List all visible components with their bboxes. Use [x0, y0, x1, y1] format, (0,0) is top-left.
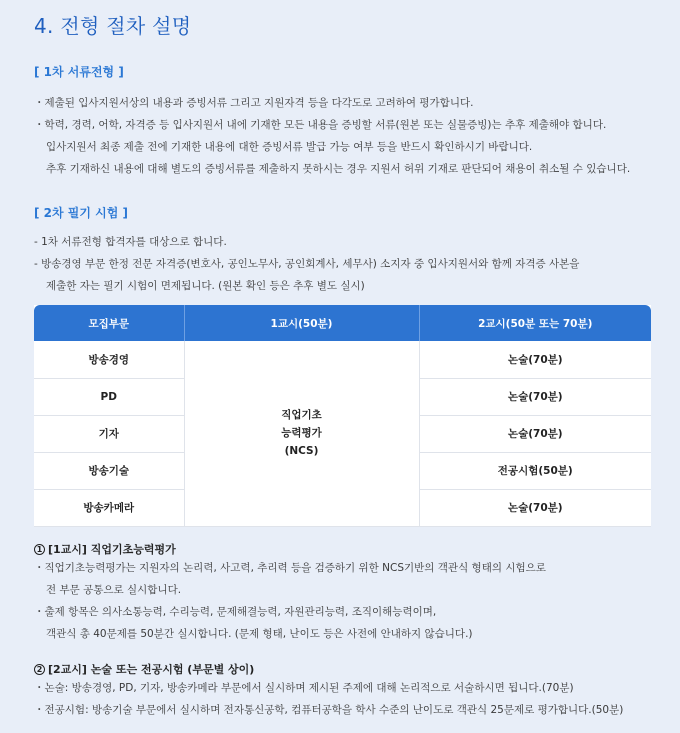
dept-cell: 기자: [34, 415, 184, 452]
section1-line: ・제출된 입사지원서상의 내용과 증빙서류 그리고 지원자격 등을 다각도로 고려하여 평가합니다.: [34, 97, 474, 109]
part2-body: [34, 677, 654, 721]
section2-heading: [ 2차 필기 시험 ]: [34, 206, 128, 220]
section1-heading: [ 1차 서류전형 ]: [34, 65, 124, 79]
section2-line: - 1차 서류전형 합격자를 대상으로 합니다.: [34, 236, 227, 248]
header-dept: 모집부문: [34, 305, 184, 341]
part1-line: ・직업기초능력평가는 지원자의 논리력, 사고력, 추리력 등을 검증하기 위한 NCS기반의 객관식 형태의 시험으로: [34, 562, 546, 574]
part2-heading-text: [2교시] 논술 또는 전공시험 (부문별 상이): [48, 663, 255, 676]
part2-line: ・전공시험: 방송기술 부문에서 실시하며 전자통신공학, 컴퓨터공학을 학사 수준의 난이도로 객관식 25문제로 평가합니다.(50분): [34, 704, 624, 716]
period2-cell: 논술(70분): [419, 489, 651, 526]
circled-number-2: 2: [34, 664, 45, 675]
part1-heading: [34, 541, 176, 557]
section1-body: [34, 92, 654, 180]
period1-line: 능력평가: [281, 427, 322, 440]
dept-cell: 방송카메라: [34, 489, 184, 526]
part1-heading-text: [1교시] 직업기초능력평가: [48, 543, 176, 556]
part1-line: 전 부문 공통으로 실시합니다.: [46, 584, 182, 596]
period1-line: (NCS): [284, 445, 319, 458]
period2-cell: 전공시험(50분): [419, 452, 651, 489]
part2-line: ・논술: 방송경영, PD, 기자, 방송카메라 부문에서 실시하며 제시된 주제에 대해 논리적으로 서술하시면 됩니다.(70분): [34, 682, 574, 694]
dept-cell: PD: [34, 378, 184, 415]
exam-schedule-table: [34, 305, 651, 527]
table-header-row: [34, 305, 651, 341]
part2-heading: [34, 661, 254, 677]
section2-body: [34, 231, 654, 297]
page-title: 4. 전형 절차 설명: [34, 14, 192, 38]
part1-body: [34, 557, 654, 645]
section1-line: 입사지원서 최종 제출 전에 기재한 내용에 대한 증빙서류 발급 가능 여부 등을 반드시 확인하시기 바랍니다.: [46, 141, 533, 153]
period2-cell: 논술(70분): [419, 341, 651, 378]
part1-line: ・출제 항목은 의사소통능력, 수리능력, 문제해결능력, 자원관리능력, 조직이해능력이며,: [34, 606, 437, 618]
table-row: [34, 341, 651, 378]
dept-cell: 방송경영: [34, 341, 184, 378]
section2-line: 제출한 자는 필기 시험이 면제됩니다. (원본 확인 등은 추후 별도 실시): [46, 280, 365, 292]
section2-line: - 방송경영 부문 한정 전문 자격증(변호사, 공인노무사, 공인회계사, 세무사) 소지자 중 입사지원서와 함께 자격증 사본을: [34, 258, 580, 270]
period1-cell: [184, 341, 419, 526]
period2-cell: 논술(70분): [419, 415, 651, 452]
period2-cell: 논술(70분): [419, 378, 651, 415]
part1-line: 객관식 총 40문제를 50분간 실시합니다. (문제 형태, 난이도 등은 사전에 안내하지 않습니다.): [46, 628, 473, 640]
circled-number-1: 1: [34, 544, 45, 555]
period1-line: 직업기초: [281, 409, 322, 422]
header-period1: 1교시(50분): [184, 305, 419, 341]
section1-line: 추후 기재하신 내용에 대해 별도의 증빙서류를 제출하지 못하시는 경우 지원서 허위 기재로 판단되어 채용이 취소될 수 있습니다.: [46, 163, 631, 175]
dept-cell: 방송기술: [34, 452, 184, 489]
section1-line: ・학력, 경력, 어학, 자격증 등 입사지원서 내에 기재한 모든 내용을 증빙할 서류(원본 또는 실물증빙)는 추후 제출해야 합니다.: [34, 119, 607, 131]
header-period2: 2교시(50분 또는 70분): [419, 305, 651, 341]
